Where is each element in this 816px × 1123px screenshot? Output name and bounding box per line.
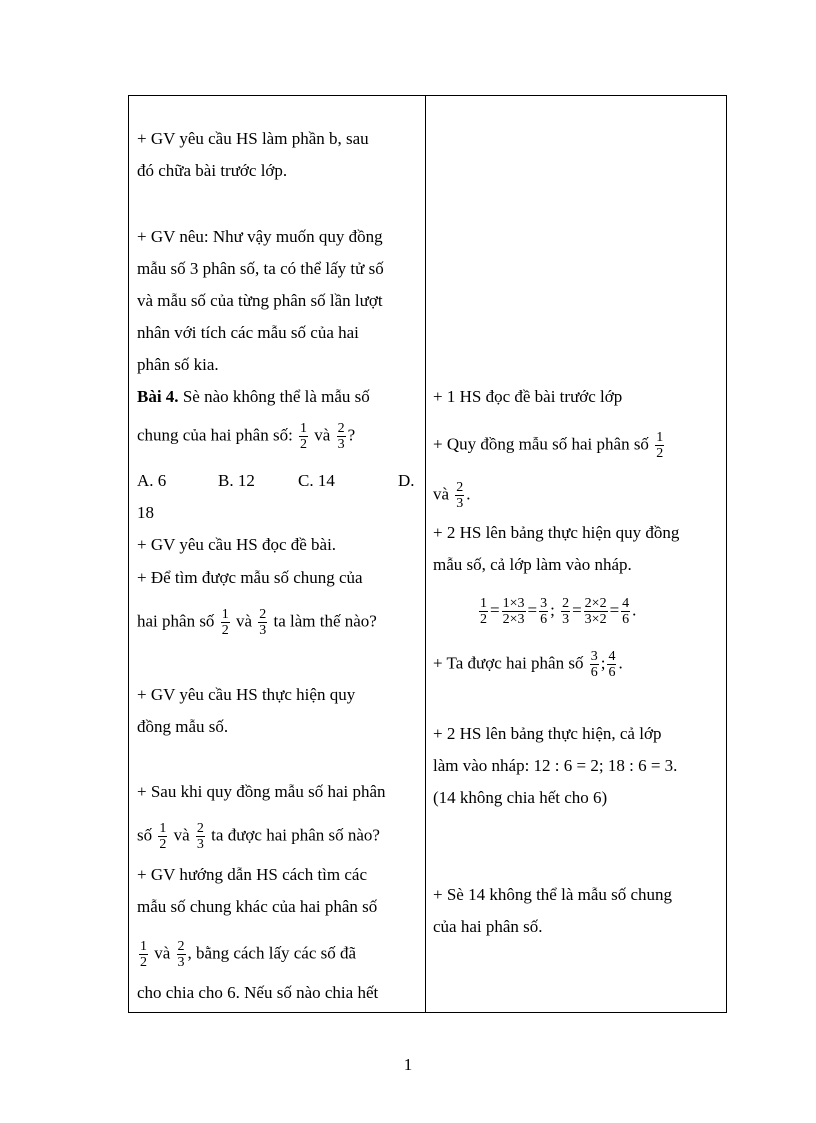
left-line-18: cho chia cho 6. Nếu số nào chia hết: [137, 983, 379, 1002]
option-d-value: 18: [137, 503, 154, 522]
right-line-10: + Sè 14 không thể là mẫu số chung: [433, 885, 673, 904]
fraction-1-2: $\frac{1}{2}$: [140, 939, 147, 970]
left-line-1: + GV yêu cầu HS làm phần b, sau: [137, 129, 369, 148]
fraction-1-2: $\frac{1}{2}$: [656, 430, 664, 461]
fraction-4-6: $\frac{4}{6}$: [608, 649, 616, 680]
left-line-16: mẫu số chung khác của hai phân số: [137, 897, 378, 916]
left-line-7: phân số kia.: [137, 355, 219, 374]
option-c: C. 14: [298, 471, 335, 490]
fraction-1-2: $\frac{1}{2}$: [221, 607, 229, 638]
left-line-3: + GV nêu: Như vậy muốn quy đồng: [137, 227, 383, 246]
conversion-equation: $\frac{1}{2}$ = $\frac{1\times 3}{2\times 3}$ = $\frac{3}{6}$ ; $\frac{2}{3}$ = $\frac{2\times 2}{3\times 2}$ = $\frac{4}{6}$ .: [480, 596, 637, 627]
option-b: B. 12: [218, 471, 255, 490]
left-line-8: + GV yêu cầu HS đọc đề bài.: [137, 535, 337, 554]
fraction-1-2: $\frac{1}{2}$: [300, 421, 308, 452]
fraction-3-6: $\frac{3}{6}$: [540, 596, 548, 627]
left-line-2: đó chữa bài trước lớp.: [137, 161, 288, 180]
left-line-17: $\frac{1}{2}$ và $\frac{2}{3}$ , bằng cách lấy các số đã: [140, 939, 357, 970]
fraction-2x2-3x2: $\frac{2\times 2}{3\times 2}$: [584, 596, 607, 627]
fraction-1-2: $\frac{1}{2}$: [480, 596, 487, 627]
left-line-10: hai phân số $\frac{1}{2}$ và $\frac{2}{3}$ ta làm thế nào?: [137, 607, 377, 638]
right-line-4: + 2 HS lên bảng thực hiện quy đồng: [433, 523, 680, 542]
option-a: A. 6: [137, 471, 167, 490]
fraction-3-6: $\frac{3}{6}$: [590, 649, 598, 680]
right-line-9: (14 không chia hết cho 6): [433, 788, 608, 807]
exercise-4-line-2: chung của hai phân số: $\frac{1}{2}$ và $\frac{2}{3}$ ?: [137, 421, 356, 452]
right-line-8: làm vào nháp: 12 : 6 = 2; 18 : 6 = 3.: [433, 756, 678, 775]
left-line-6: nhân với tích các mẫu số của hai: [137, 323, 359, 342]
right-line-1: + 1 HS đọc đề bài trước lớp: [433, 387, 623, 406]
left-line-12: đồng mẫu số.: [137, 717, 229, 736]
column-divider: [425, 96, 426, 1012]
right-line-6: + Ta được hai phân số $\frac{3}{6}$ ; $\frac{4}{6}$ .: [433, 649, 623, 680]
right-line-5: mẫu số, cả lớp làm vào nháp.: [433, 555, 632, 574]
left-line-5: và mẫu số của từng phân số lần lượt: [137, 291, 383, 310]
page-number: 1: [403, 1055, 413, 1074]
fraction-2-3: $\frac{2}{3}$: [337, 421, 345, 452]
left-line-11: + GV yêu cầu HS thực hiện quy: [137, 685, 356, 704]
fraction-2-3: $\frac{2}{3}$: [456, 480, 464, 511]
left-line-14: số $\frac{1}{2}$ và $\frac{2}{3}$ ta được hai phân số nào?: [137, 821, 380, 852]
fraction-1x3-2x3: $\frac{1\times 3}{2\times 3}$: [502, 596, 525, 627]
fraction-1-2: $\frac{1}{2}$: [159, 821, 167, 852]
fraction-2-3: $\frac{2}{3}$: [259, 607, 267, 638]
exercise-4-label: Bài 4.: [137, 387, 179, 406]
left-line-15: + GV hướng dẫn HS cách tìm các: [137, 865, 368, 884]
right-line-2: + Quy đồng mẫu số hai phân số $\frac{1}{2}$: [433, 430, 664, 461]
left-line-4: mẫu số 3 phân số, ta có thể lấy tử số: [137, 259, 384, 278]
right-line-11: của hai phân số.: [433, 917, 543, 936]
fraction-2-3: $\frac{2}{3}$: [562, 596, 570, 627]
right-line-7: + 2 HS lên bảng thực hiện, cả lớp: [433, 724, 662, 743]
lesson-table: [128, 95, 727, 1013]
left-line-9: + Để tìm được mẫu số chung của: [137, 568, 363, 587]
option-d: D.: [398, 471, 415, 490]
fraction-2-3: $\frac{2}{3}$: [196, 821, 204, 852]
right-line-3: và $\frac{2}{3}$ .: [433, 480, 471, 511]
fraction-4-6: $\frac{4}{6}$: [622, 596, 630, 627]
exercise-4-heading: Bài 4. Sè nào không thể là mẫu số: [137, 387, 370, 406]
left-line-13: + Sau khi quy đồng mẫu số hai phân: [137, 782, 386, 801]
fraction-2-3: $\frac{2}{3}$: [177, 939, 185, 970]
